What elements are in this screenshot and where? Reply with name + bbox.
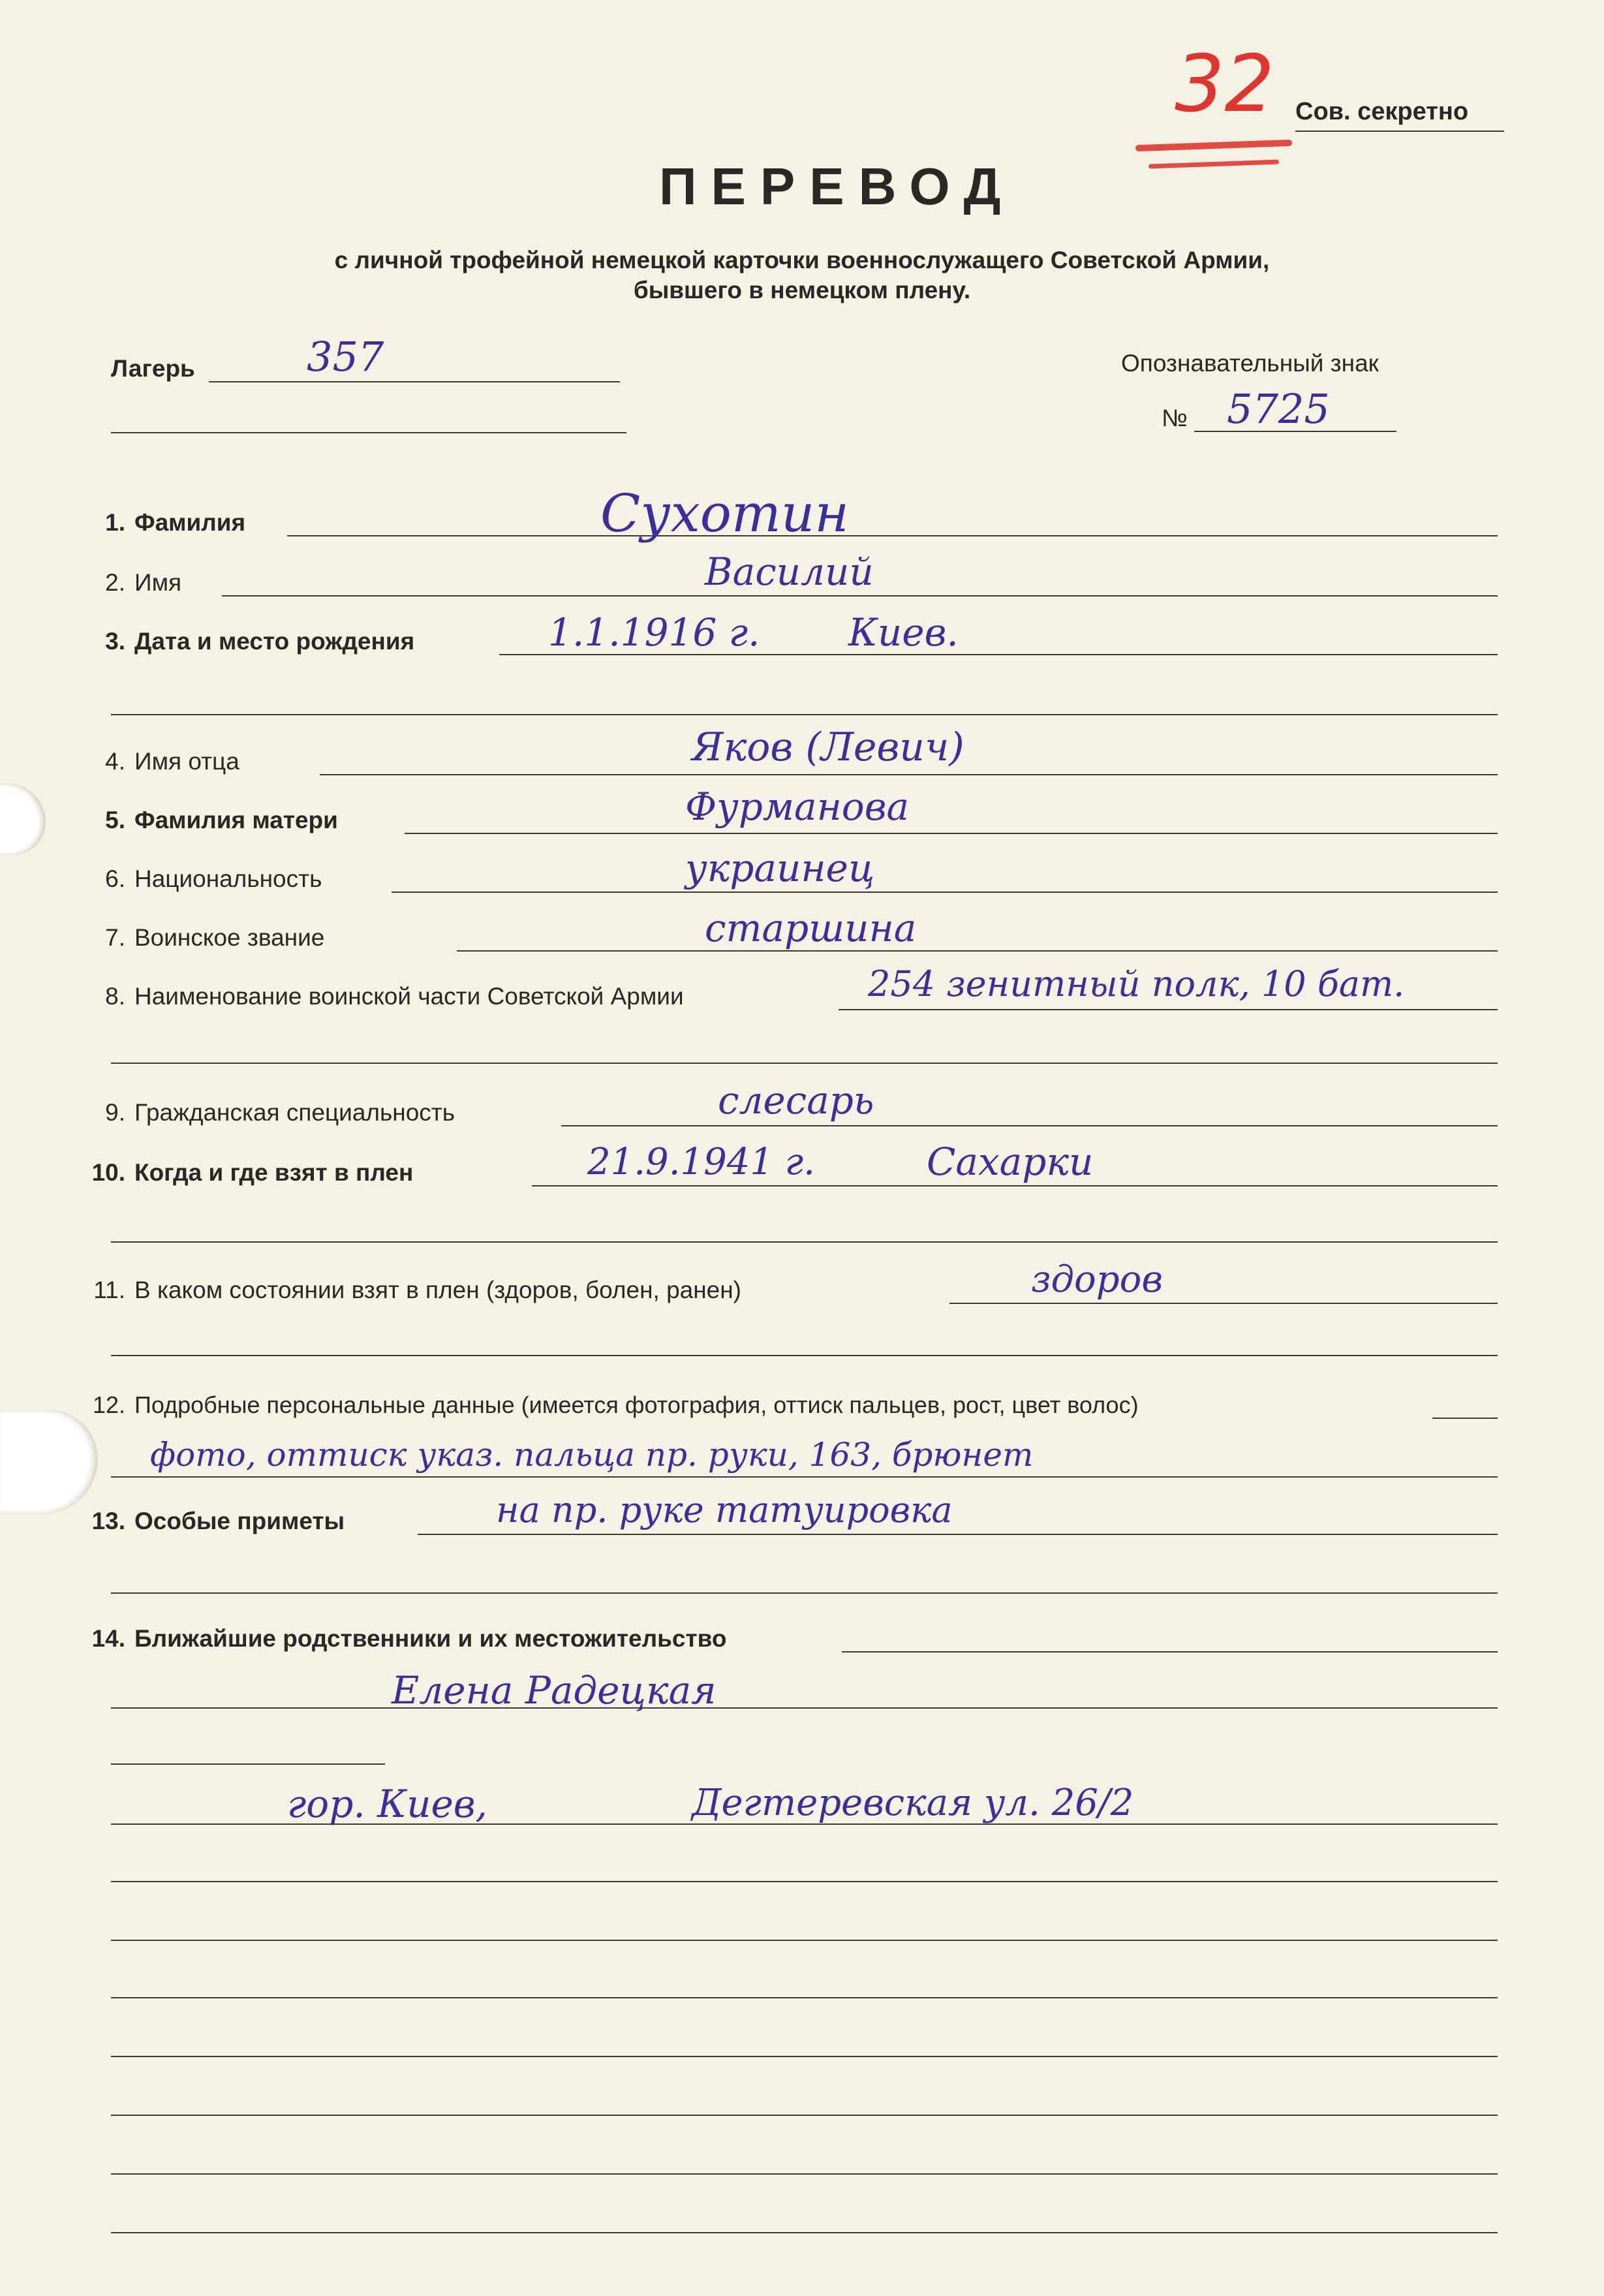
field-7-label <box>78 924 324 952</box>
field-6-value: украинец <box>685 846 875 890</box>
field-7-num: 7. <box>105 924 125 951</box>
field-9-label <box>78 1099 455 1126</box>
ident-value: 5725 <box>1227 385 1330 433</box>
field-5-line <box>405 833 1498 834</box>
ident-no-label: № <box>1162 405 1188 431</box>
field-4-value: Яков (Левич) <box>692 724 964 770</box>
field-2-num: 2. <box>105 569 125 596</box>
torn-edge-lower <box>0 1410 98 1514</box>
field-10-label <box>78 1159 413 1187</box>
field-4-text: Имя отца <box>134 748 239 775</box>
field-9-value: слесарь <box>718 1078 874 1123</box>
field-14-value-2: гор. Киев, <box>287 1782 487 1826</box>
field-11-num: 11. <box>93 1277 125 1303</box>
field-2-line <box>222 595 1498 597</box>
field-7-value: старшина <box>705 906 917 950</box>
camp-line-2 <box>111 432 626 433</box>
field-13-num: 13. <box>91 1508 125 1534</box>
field-12-line <box>1432 1418 1498 1419</box>
field-5-text: Фамилия матери <box>134 807 338 833</box>
ruled-line <box>111 2173 1498 2175</box>
field-12-line-2 <box>111 1476 1498 1478</box>
field-10-text: Когда и где взят в плен <box>134 1159 414 1186</box>
ruled-line <box>111 1997 1498 1998</box>
field-14-line-3 <box>111 1763 385 1765</box>
ruled-line <box>111 2115 1498 2116</box>
field-13-value: на пр. руке татуировка <box>496 1489 953 1530</box>
field-14-text: Ближайшие родственники и их местожительство <box>134 1625 727 1652</box>
field-12-text: Подробные персональные данные (имеется фотография, оттиск пальцев, рост, цвет волос) <box>134 1391 1139 1418</box>
field-4-label <box>78 748 239 775</box>
field-5-value: Фурманова <box>685 784 910 829</box>
field-8-num: 8. <box>105 983 125 1010</box>
field-1-text: Фамилия <box>134 509 246 536</box>
field-3-text: Дата и место рождения <box>134 628 415 655</box>
field-14-label <box>78 1625 726 1652</box>
field-11-value: здоров <box>1031 1258 1163 1301</box>
field-14-line <box>842 1651 1498 1652</box>
field-2-value: Василий <box>705 550 874 594</box>
ruled-line <box>111 1881 1498 1882</box>
ruled-line <box>111 2232 1498 2233</box>
secrecy-underline <box>1295 131 1504 132</box>
document-subtitle-1: с личной трофейной немецкой карточки военнослужащего Советской Армии, <box>334 247 1270 273</box>
field-12-value: фото, оттиск указ. пальца пр. руки, 163, брюнет <box>150 1436 1034 1474</box>
field-1-line <box>287 535 1498 536</box>
field-4-line <box>320 774 1498 775</box>
field-5-label <box>78 807 338 834</box>
field-2-label <box>78 569 181 597</box>
field-13-line <box>418 1534 1498 1535</box>
field-8-line-2 <box>111 1063 1498 1064</box>
field-8-value: 254 зенитный полк, 10 бат. <box>868 963 1405 1004</box>
archive-number: 32 <box>1175 39 1274 130</box>
document-title: ПЕРЕВОД <box>659 157 1015 215</box>
field-14-value-3: Дегтеревская ул. 26/2 <box>692 1782 1134 1824</box>
document-subtitle-2: бывшего в немецком плену. <box>633 277 971 303</box>
secrecy-mark: Сов. секретно <box>1295 98 1469 125</box>
field-8-label <box>78 983 684 1010</box>
field-13-label <box>78 1508 345 1535</box>
field-10-num: 10. <box>91 1159 125 1186</box>
field-6-line <box>392 892 1498 893</box>
field-9-line <box>561 1125 1498 1126</box>
field-11-text: В каком состоянии взят в плен (здоров, болен, ранен) <box>134 1277 741 1303</box>
camp-line <box>209 381 620 382</box>
field-12-label <box>78 1391 1139 1419</box>
field-10-value-2: Сахарки <box>927 1140 1094 1184</box>
field-11-line <box>949 1303 1498 1304</box>
ruled-line <box>111 2056 1498 2057</box>
field-3-num: 3. <box>105 628 125 655</box>
torn-edge-upper <box>0 783 46 855</box>
field-7-text: Воинское звание <box>134 924 325 951</box>
field-7-line <box>457 950 1498 952</box>
field-6-num: 6. <box>105 865 125 892</box>
field-6-text: Национальность <box>134 865 322 892</box>
field-10-line-2 <box>111 1241 1498 1243</box>
field-14-value: Елена Радецкая <box>392 1668 717 1713</box>
ruled-line <box>111 1940 1498 1941</box>
field-9-text: Гражданская специальность <box>134 1099 455 1126</box>
field-11-line-2 <box>111 1355 1498 1356</box>
ident-label: Опознавательный знак <box>1121 350 1379 377</box>
camp-label: Лагерь <box>111 355 195 382</box>
ruled-line <box>111 1823 1498 1825</box>
field-1-label <box>78 509 245 536</box>
field-3-value: 1.1.1916 г. <box>548 610 760 655</box>
field-6-label <box>78 865 322 893</box>
field-10-value: 21.9.1941 г. <box>587 1141 815 1183</box>
field-13-line-2 <box>111 1592 1498 1594</box>
field-10-line <box>532 1185 1498 1187</box>
camp-value: 357 <box>307 333 384 380</box>
field-11-label <box>78 1277 741 1304</box>
field-9-num: 9. <box>105 1099 125 1126</box>
field-1-value: Сухотин <box>600 483 849 544</box>
field-8-text: Наименование воинской части Советской Армии <box>134 983 684 1010</box>
field-8-line <box>839 1009 1498 1010</box>
field-1-num: 1. <box>105 509 125 536</box>
field-14-line-2 <box>111 1707 1498 1709</box>
field-2-text: Имя <box>134 569 182 596</box>
field-3-label <box>78 628 414 655</box>
archive-number-underline-2 <box>1149 160 1279 169</box>
field-12-num: 12. <box>92 1391 125 1418</box>
field-3-line-2 <box>111 714 1498 715</box>
field-3-value-2: Киев. <box>848 610 959 655</box>
field-13-text: Особые приметы <box>134 1508 345 1534</box>
field-5-num: 5. <box>105 807 125 833</box>
archive-number-underline <box>1135 140 1292 151</box>
field-4-num: 4. <box>105 748 125 775</box>
field-14-num: 14. <box>91 1625 125 1652</box>
